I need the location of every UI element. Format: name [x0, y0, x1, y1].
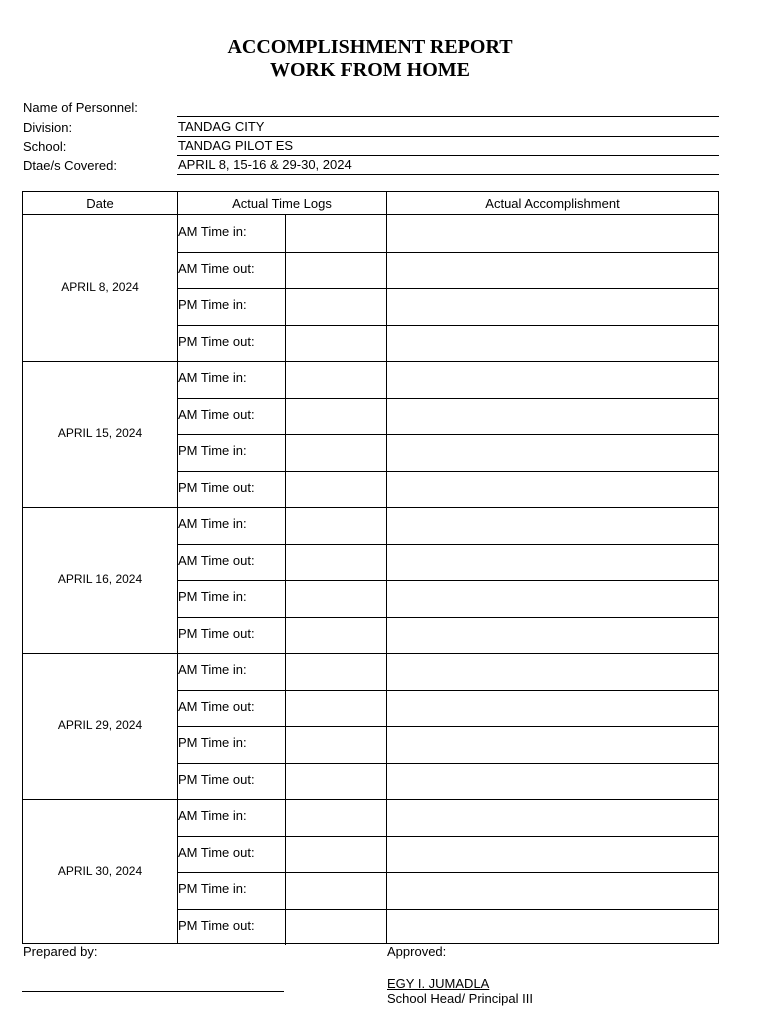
header-accomplishment: Actual Accomplishment: [387, 192, 718, 215]
time-value-cell[interactable]: [286, 690, 386, 727]
time-value-cell[interactable]: [286, 398, 386, 435]
time-log-label: AM Time out:: [178, 844, 255, 860]
personnel-field[interactable]: [177, 98, 719, 117]
date-cell: APRIL 8, 2024: [61, 280, 139, 294]
report-subtitle: WORK FROM HOME: [270, 59, 470, 81]
time-value-cell[interactable]: [286, 471, 386, 508]
dates-covered-field[interactable]: APRIL 8, 15-16 & 29-30, 2024: [177, 156, 719, 175]
school-row: [23, 137, 719, 156]
time-log-label: PM Time out:: [178, 771, 255, 787]
accomplishment-cell[interactable]: [387, 909, 718, 946]
date-cell: APRIL 30, 2024: [57, 864, 143, 878]
division-row: [23, 118, 719, 137]
time-value-cell[interactable]: [286, 434, 386, 471]
accomplishment-cell[interactable]: [387, 799, 718, 836]
time-value-cell[interactable]: [286, 288, 386, 325]
accomplishment-cell[interactable]: [387, 252, 718, 289]
date-cell: APRIL 16, 2024: [57, 572, 143, 586]
accomplishment-cell[interactable]: [387, 653, 718, 690]
accomplishment-cell[interactable]: [387, 434, 718, 471]
time-log-label: PM Time in:: [178, 443, 247, 458]
time-value-cell[interactable]: [286, 653, 386, 690]
time-log-label: AM Time in:: [178, 662, 247, 677]
dates-covered-row: [23, 156, 719, 175]
time-value-cell[interactable]: [286, 507, 386, 544]
time-value-cell[interactable]: [286, 763, 386, 800]
report-title: ACCOMPLISHMENT REPORT: [227, 36, 513, 58]
time-value-cell[interactable]: [286, 836, 386, 873]
accomplishment-cell[interactable]: [387, 763, 718, 800]
accomplishment-cell[interactable]: [387, 325, 718, 362]
division-label: Division:: [23, 120, 73, 135]
time-value-cell[interactable]: [286, 361, 386, 398]
time-value-cell[interactable]: [286, 252, 386, 289]
time-log-label: AM Time in:: [178, 370, 247, 385]
time-value-cell[interactable]: [286, 726, 386, 763]
date-cell: APRIL 29, 2024: [57, 718, 143, 732]
accomplishment-cell[interactable]: [387, 836, 718, 873]
accomplishment-cell[interactable]: [387, 471, 718, 508]
time-log-label: AM Time out:: [178, 552, 255, 568]
time-value-cell[interactable]: [286, 872, 386, 909]
time-log-label: AM Time in:: [178, 808, 247, 823]
header-time-logs: Actual Time Logs: [178, 192, 386, 215]
time-log-label: PM Time in:: [178, 297, 247, 312]
approver-name: EGY I. JUMADLA: [387, 976, 490, 991]
prepared-by-label: Prepared by:: [23, 944, 98, 959]
accomplishment-cell[interactable]: [387, 872, 718, 909]
prepared-by-signature-line[interactable]: [22, 991, 284, 992]
accomplishment-cell[interactable]: [387, 507, 718, 544]
time-log-label: AM Time in:: [178, 224, 247, 239]
approved-label: Approved:: [387, 944, 447, 959]
accomplishment-table: [22, 191, 719, 944]
header-date: Date: [23, 192, 177, 215]
accomplishment-cell[interactable]: [387, 580, 718, 617]
time-log-label: AM Time in:: [178, 516, 247, 531]
accomplishment-cell[interactable]: [387, 617, 718, 654]
school-field[interactable]: TANDAG PILOT ES: [177, 137, 719, 156]
school-label: School:: [23, 139, 67, 154]
time-log-label: PM Time out:: [178, 917, 255, 933]
time-log-label: PM Time out:: [178, 479, 255, 495]
personnel-row: [23, 98, 719, 117]
approver-title: School Head/ Principal III: [387, 991, 533, 1006]
time-value-cell[interactable]: [286, 617, 386, 654]
time-value-cell[interactable]: [286, 544, 386, 581]
accomplishment-cell[interactable]: [387, 288, 718, 325]
division-field[interactable]: TANDAG CITY: [177, 118, 719, 137]
accomplishment-cell[interactable]: [387, 398, 718, 435]
time-log-label: PM Time out:: [178, 333, 255, 349]
time-log-label: PM Time in:: [178, 589, 247, 604]
time-log-label: AM Time out:: [178, 260, 255, 276]
time-log-label: AM Time out:: [178, 698, 255, 714]
dates-covered-label: Dtae/s Covered:: [23, 158, 117, 173]
time-value-cell[interactable]: [286, 215, 386, 252]
time-value-cell[interactable]: [286, 325, 386, 362]
personnel-label: Name of Personnel:: [23, 100, 138, 115]
accomplishment-cell[interactable]: [387, 726, 718, 763]
accomplishment-cell[interactable]: [387, 690, 718, 727]
accomplishment-cell[interactable]: [387, 544, 718, 581]
time-value-cell[interactable]: [286, 580, 386, 617]
time-log-label: PM Time in:: [178, 735, 247, 750]
time-value-cell[interactable]: [286, 909, 386, 946]
time-log-label: PM Time out:: [178, 625, 255, 641]
date-cell: APRIL 15, 2024: [57, 426, 143, 440]
time-value-cell[interactable]: [286, 799, 386, 836]
time-log-label: PM Time in:: [178, 881, 247, 896]
time-log-label: AM Time out:: [178, 406, 255, 422]
accomplishment-cell[interactable]: [387, 361, 718, 398]
accomplishment-cell[interactable]: [387, 215, 718, 252]
